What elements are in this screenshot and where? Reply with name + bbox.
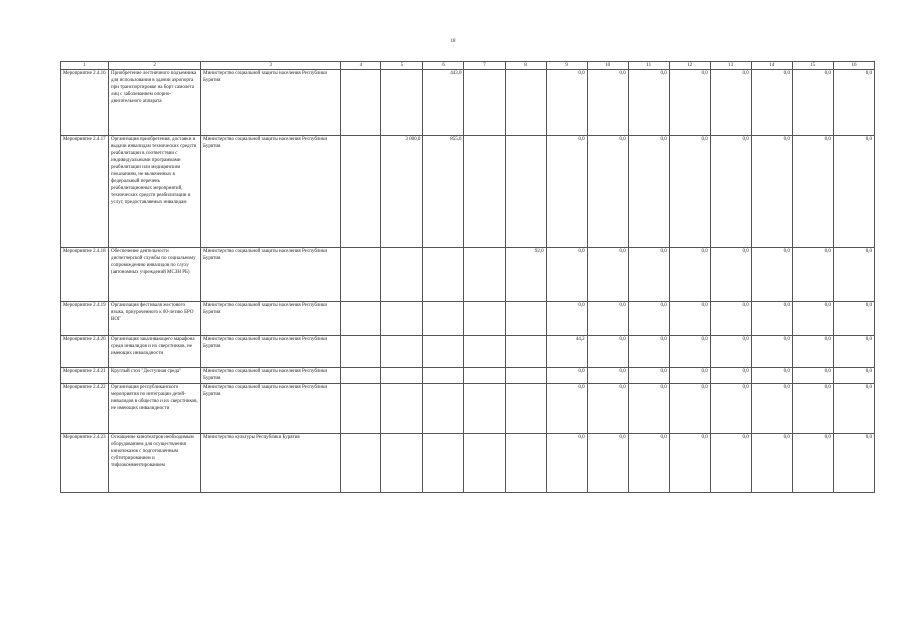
row-executor-cell: Министерство социальной защиты населения Республики Бурятия: [201, 384, 341, 434]
column-header-5: 5: [381, 62, 423, 70]
table-row: [61, 302, 875, 336]
value-cell-col-11: 0,0: [628, 336, 669, 368]
table-row: [61, 434, 875, 493]
column-header-1: 1: [61, 62, 109, 70]
value-cell-col-5: [381, 70, 423, 136]
value-cell-col-9: 0,0: [546, 384, 587, 434]
row-executor-cell: Министерство социальной защиты населения Республики Бурятия: [201, 70, 341, 136]
value-cell-col-7: [464, 248, 505, 302]
value-cell-col-15: 0,0: [792, 368, 833, 384]
value-cell-col-7: [464, 136, 505, 248]
value-cell-col-14: 0,0: [751, 302, 792, 336]
value-cell-col-13: 0,0: [710, 368, 751, 384]
value-cell-col-13: 0,0: [710, 136, 751, 248]
column-header-16: 16: [833, 62, 874, 70]
table-body: [61, 70, 875, 493]
value-cell-col-5: 3 000,0: [381, 136, 423, 248]
row-id-cell: Мероприятие 2.4.16: [61, 70, 109, 136]
value-cell-col-7: [464, 434, 505, 493]
value-cell-col-9: 0,0: [546, 136, 587, 248]
value-cell-col-4: [341, 368, 381, 384]
value-cell-col-9: 0,0: [546, 302, 587, 336]
row-id-cell: Мероприятие 2.4.19: [61, 302, 109, 336]
row-id-cell: Мероприятие 2.4.21: [61, 368, 109, 384]
row-id-cell: Мероприятие 2.4.22: [61, 384, 109, 434]
row-name-cell: Приобретение лестничного подъемника для использования в здании аэропорта при транспортировке на борт самолета лиц с заболеванием опорно-двигательного аппарата: [109, 70, 201, 136]
value-cell-col-11: 0,0: [628, 434, 669, 493]
value-cell-col-11: 0,0: [628, 302, 669, 336]
value-cell-col-13: 0,0: [710, 70, 751, 136]
row-id-cell: Мероприятие 2.4.20: [61, 336, 109, 368]
row-name-cell: Организация закаливающего марафона среди инвалидов и их сверстников, не имеющих инвалидности: [109, 336, 201, 368]
row-name-cell: Круглый стол "Доступная среда": [109, 368, 201, 384]
value-cell-col-7: [464, 336, 505, 368]
value-cell-col-8: [505, 302, 546, 336]
value-cell-col-11: 0,0: [628, 136, 669, 248]
column-header-4: 4: [341, 62, 381, 70]
value-cell-col-8: [505, 384, 546, 434]
value-cell-col-9: 0,0: [546, 70, 587, 136]
row-executor-cell: Министерство социальной защиты населения Республики Бурятия: [201, 336, 341, 368]
table-row: [61, 336, 875, 368]
column-header-9: 9: [546, 62, 587, 70]
value-cell-col-5: [381, 336, 423, 368]
value-cell-col-11: 0,0: [628, 368, 669, 384]
value-cell-col-16: 0,0: [833, 136, 874, 248]
value-cell-col-6: [423, 248, 464, 302]
value-cell-col-8: [505, 368, 546, 384]
column-header-3: 3: [201, 62, 341, 70]
value-cell-col-15: 0,0: [792, 248, 833, 302]
row-id-cell: Мероприятие 2.4.23: [61, 434, 109, 493]
value-cell-col-10: 0,0: [587, 336, 628, 368]
value-cell-col-9: 44,2: [546, 336, 587, 368]
value-cell-col-13: 0,0: [710, 384, 751, 434]
row-id-cell: Мероприятие 2.4.17: [61, 136, 109, 248]
value-cell-col-5: [381, 368, 423, 384]
value-cell-col-6: [423, 336, 464, 368]
table-row: [61, 248, 875, 302]
value-cell-col-6: 855,6: [423, 136, 464, 248]
value-cell-col-6: [423, 368, 464, 384]
column-header-13: 13: [710, 62, 751, 70]
value-cell-col-15: 0,0: [792, 302, 833, 336]
value-cell-col-14: 0,0: [751, 336, 792, 368]
table-row: [61, 384, 875, 434]
value-cell-col-16: 0,0: [833, 434, 874, 493]
table-row: [61, 368, 875, 384]
value-cell-col-15: 0,0: [792, 384, 833, 434]
value-cell-col-10: 0,0: [587, 248, 628, 302]
value-cell-col-12: 0,0: [669, 302, 710, 336]
value-cell-col-14: 0,0: [751, 384, 792, 434]
row-name-cell: Организация фестиваля жестового языка, приуроченного к 60-летию БРО ВОГ: [109, 302, 201, 336]
value-cell-col-12: 0,0: [669, 434, 710, 493]
row-executor-cell: Министерство социальной защиты населения Республики Бурятия: [201, 248, 341, 302]
value-cell-col-10: 0,0: [587, 136, 628, 248]
table-row: [61, 136, 875, 248]
value-cell-col-12: 0,0: [669, 248, 710, 302]
value-cell-col-14: 0,0: [751, 136, 792, 248]
value-cell-col-12: 0,0: [669, 336, 710, 368]
row-id-cell: Мероприятие 2.4.18: [61, 248, 109, 302]
column-header-7: 7: [464, 62, 505, 70]
value-cell-col-16: 0,0: [833, 248, 874, 302]
value-cell-col-6: 443,0: [423, 70, 464, 136]
value-cell-col-10: 0,0: [587, 70, 628, 136]
value-cell-col-7: [464, 70, 505, 136]
value-cell-col-4: [341, 434, 381, 493]
value-cell-col-15: 0,0: [792, 336, 833, 368]
value-cell-col-10: 0,0: [587, 368, 628, 384]
column-header-6: 6: [423, 62, 464, 70]
value-cell-col-4: [341, 70, 381, 136]
page-number: 18: [450, 39, 456, 44]
value-cell-col-14: 0,0: [751, 368, 792, 384]
column-header-11: 11: [628, 62, 669, 70]
value-cell-col-13: 0,0: [710, 336, 751, 368]
value-cell-col-8: 92,0: [505, 248, 546, 302]
table-header: [61, 62, 875, 70]
value-cell-col-4: [341, 248, 381, 302]
value-cell-col-13: 0,0: [710, 302, 751, 336]
value-cell-col-6: [423, 302, 464, 336]
value-cell-col-5: [381, 434, 423, 493]
value-cell-col-8: [505, 434, 546, 493]
row-executor-cell: Министерство социальной защиты населения Республики Бурятия: [201, 368, 341, 384]
column-header-2: 2: [109, 62, 201, 70]
value-cell-col-4: [341, 336, 381, 368]
value-cell-col-4: [341, 136, 381, 248]
value-cell-col-10: 0,0: [587, 302, 628, 336]
row-name-cell: Организация приобретения, доставки и выдачи инвалидам технических средств реабилитации в соответствии с индивидуальными программами реабилитации или медицинским показаниям, не включенных в федеральный перечень реабилитационных мероприятий, технических средств реабилитации и услуг, предоставляемых инвалидам: [109, 136, 201, 248]
value-cell-col-11: 0,0: [628, 384, 669, 434]
value-cell-col-6: [423, 434, 464, 493]
column-header-8: 8: [505, 62, 546, 70]
value-cell-col-4: [341, 302, 381, 336]
value-cell-col-7: [464, 368, 505, 384]
value-cell-col-4: [341, 384, 381, 434]
value-cell-col-12: 0,0: [669, 384, 710, 434]
column-header-15: 15: [792, 62, 833, 70]
value-cell-col-9: 0,0: [546, 368, 587, 384]
value-cell-col-9: 0,0: [546, 248, 587, 302]
value-cell-col-16: 0,0: [833, 336, 874, 368]
value-cell-col-10: 0,0: [587, 384, 628, 434]
value-cell-col-8: [505, 336, 546, 368]
value-cell-col-14: 0,0: [751, 70, 792, 136]
budget-table: [60, 61, 875, 493]
value-cell-col-16: 0,0: [833, 368, 874, 384]
value-cell-col-15: 0,0: [792, 136, 833, 248]
value-cell-col-7: [464, 384, 505, 434]
value-cell-col-5: [381, 248, 423, 302]
value-cell-col-14: 0,0: [751, 434, 792, 493]
value-cell-col-15: 0,0: [792, 434, 833, 493]
value-cell-col-11: 0,0: [628, 70, 669, 136]
column-header-10: 10: [587, 62, 628, 70]
table-row: [61, 70, 875, 136]
value-cell-col-8: [505, 136, 546, 248]
value-cell-col-12: 0,0: [669, 368, 710, 384]
value-cell-col-8: [505, 70, 546, 136]
value-cell-col-6: [423, 384, 464, 434]
row-name-cell: Организация республиканского мероприятия по интеграции детей-инвалидов в общество и их сверстников, не имеющих инвалидности: [109, 384, 201, 434]
value-cell-col-11: 0,0: [628, 248, 669, 302]
row-executor-cell: Министерство социальной защиты населения Республики Бурятия: [201, 302, 341, 336]
value-cell-col-9: 0,0: [546, 434, 587, 493]
value-cell-col-10: 0,0: [587, 434, 628, 493]
value-cell-col-16: 0,0: [833, 384, 874, 434]
value-cell-col-16: 0,0: [833, 302, 874, 336]
row-name-cell: Оснащение кинотеатров необходимым оборудованием для осуществления кинопоказов с подготовленным субтитрированием и тифлокомментированием: [109, 434, 201, 493]
column-header-14: 14: [751, 62, 792, 70]
column-header-12: 12: [669, 62, 710, 70]
value-cell-col-16: 0,0: [833, 70, 874, 136]
value-cell-col-12: 0,0: [669, 70, 710, 136]
row-executor-cell: Министерство культуры Республики Бурятия: [201, 434, 341, 493]
value-cell-col-5: [381, 302, 423, 336]
value-cell-col-5: [381, 384, 423, 434]
value-cell-col-12: 0,0: [669, 136, 710, 248]
value-cell-col-14: 0,0: [751, 248, 792, 302]
value-cell-col-13: 0,0: [710, 434, 751, 493]
row-name-cell: Обеспечение деятельности диспетчерской службы по социальному сопровождению инвалидов по слуху (автономных учреждений МСЗН РБ): [109, 248, 201, 302]
row-executor-cell: Министерство социальной защиты населения Республики Бурятия: [201, 136, 341, 248]
value-cell-col-13: 0,0: [710, 248, 751, 302]
value-cell-col-7: [464, 302, 505, 336]
value-cell-col-15: 0,0: [792, 70, 833, 136]
